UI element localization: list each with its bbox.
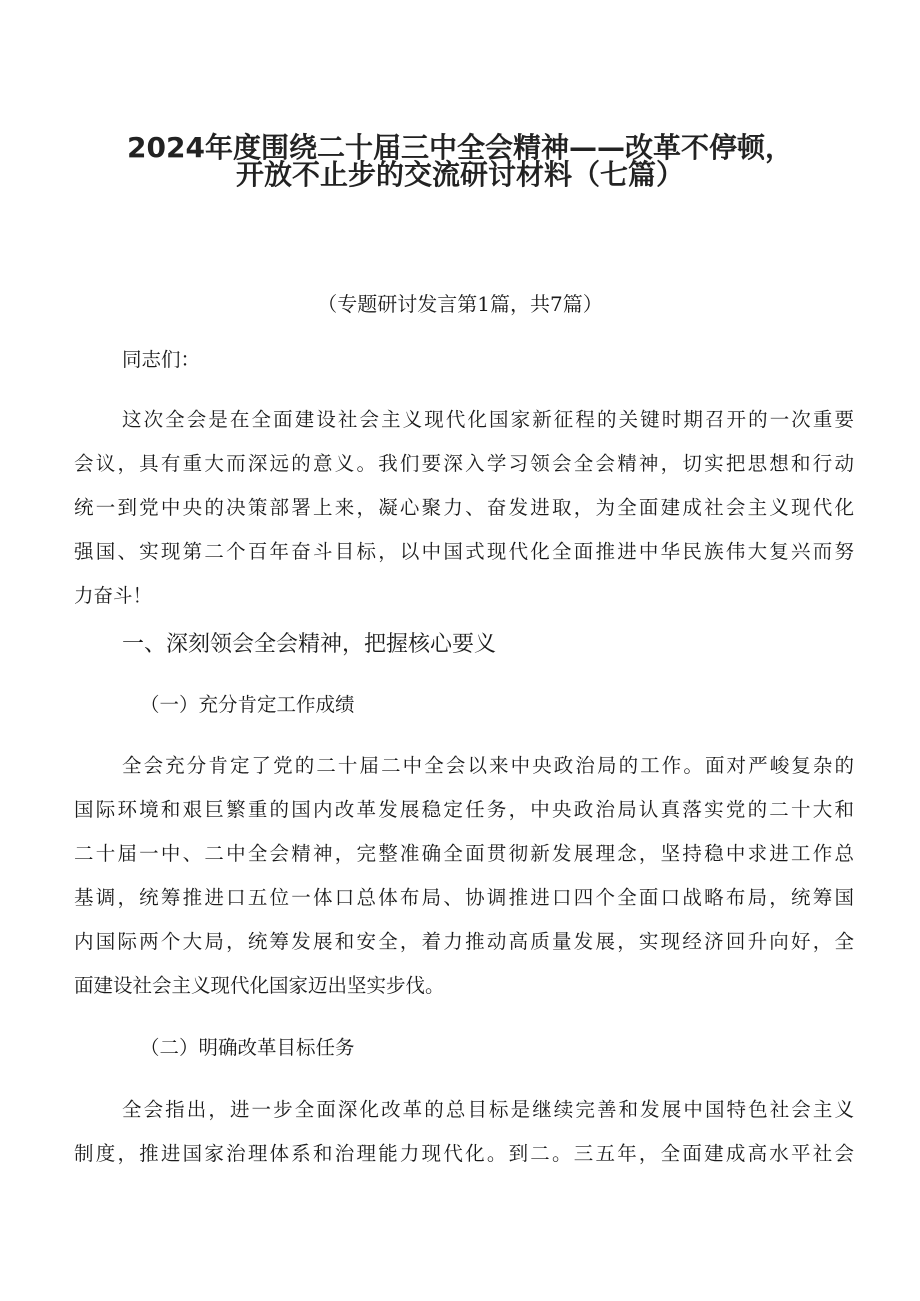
document-title-line2: 开放不止步的交流研讨材料（七篇）: [235, 158, 684, 191]
intro-line-2: 会议，具有重大而深远的意义。我们要深入学习领会全会精神，切实把思想和行动: [74, 452, 854, 475]
sub2-line-1: 全会指出，进一步全面深化改革的总目标是继续完善和发展中国特色社会主义: [122, 1098, 854, 1121]
document-subtitle: （专题研讨发言第1篇，共7篇）: [317, 292, 603, 316]
sub1-line-2: 国际环境和艰巨繁重的国内改革发展稳定任务，中央政治局认真落实党的二十大和: [74, 798, 854, 821]
subsection-heading-1: （一）充分肯定工作成绩: [140, 693, 355, 716]
intro-line-3: 统一到党中央的决策部署上来，凝心聚力、奋发进取，为全面建成社会主义现代化: [74, 496, 854, 519]
subsection-heading-2: （二）明确改革目标任务: [140, 1036, 355, 1059]
salutation: 同志们：: [122, 348, 201, 371]
sub1-line-4: 基调，统筹推进口五位一体口总体布局、协调推进口四个全面口战略布局，统筹国: [74, 886, 854, 909]
sub1-line-3: 二十届一中、二中全会精神，完整准确全面贯彻新发展理念，坚持稳中求进工作总: [74, 842, 854, 865]
section-heading: 一、深刻领会全会精神，把握核心要义: [122, 632, 497, 657]
intro-line-1: 这次全会是在全面建设社会主义现代化国家新征程的关键时期召开的一次重要: [122, 408, 854, 431]
sub1-line-5: 内国际两个大局，统筹发展和安全，着力推动高质量发展，实现经济回升向好，全: [74, 930, 854, 953]
intro-line-4: 强国、实现第二个百年奋斗目标，以中国式现代化全面推进中华民族伟大复兴而努: [74, 540, 854, 563]
intro-line-5: 力奋斗！: [74, 584, 153, 607]
sub1-line-1: 全会充分肯定了党的二十届二中全会以来中央政治局的工作。面对严峻复杂的: [122, 754, 854, 777]
sub2-line-2: 制度，推进国家治理体系和治理能力现代化。到二。三五年，全面建成高水平社会: [74, 1142, 854, 1165]
document-title-line1: 2024年度围绕二十届三中全会精神——改革不停顿，: [127, 131, 793, 164]
sub1-line-6: 面建设社会主义现代化国家迈出坚实步伐。: [74, 974, 445, 997]
